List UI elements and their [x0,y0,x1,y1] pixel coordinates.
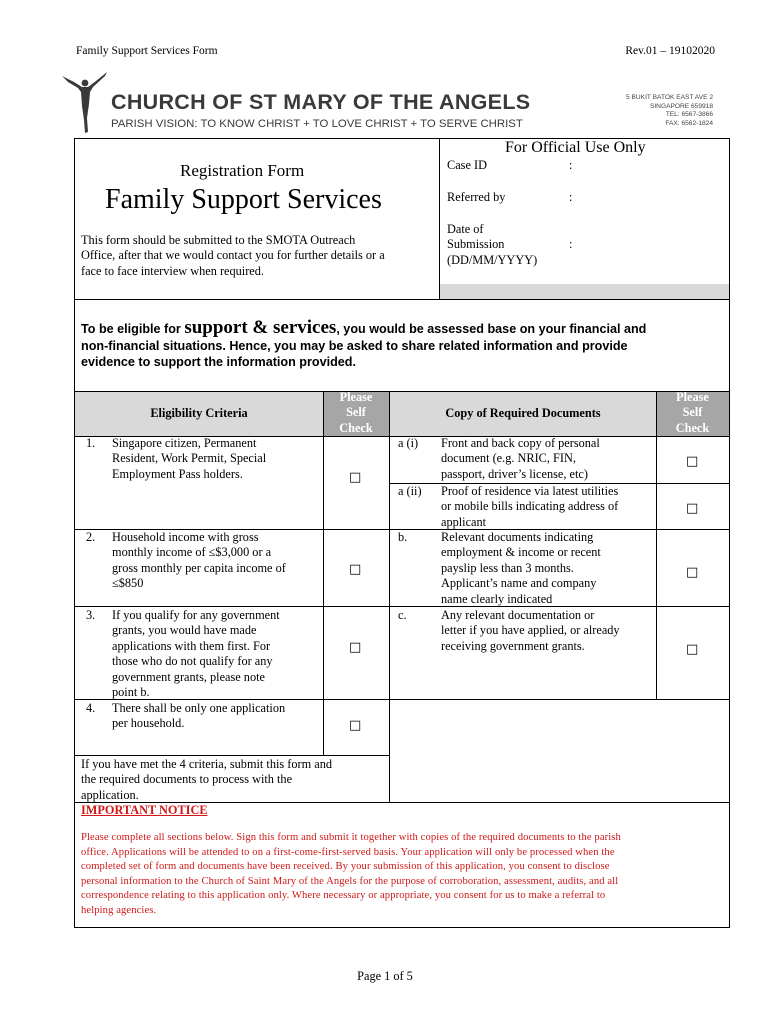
document-line: Front and back copy of personal [441,436,600,450]
instruction-line: This form should be submitted to the SMOTA Outreach [81,233,356,247]
revision-header: Rev.01 – 19102020 [625,45,715,57]
referred-by-label: Referred by [447,190,506,204]
referred-by-field[interactable]: : [569,190,573,204]
documents-column-header: Copy of Required Documents [445,406,601,420]
header-line: Self [682,405,703,420]
document-text [441,484,655,530]
official-use-shade [440,284,729,299]
note-line: If you have met the 4 criteria, submit this form and [81,757,332,771]
header-line: Check [675,420,710,435]
criterion-line: applications with them first. For [112,638,271,653]
document-line: or mobile bills indicating address of [441,499,619,514]
criterion-line: Employment Pass holders. [112,466,243,481]
document-line: passport, driver’s license, etc) [441,466,588,481]
document-text [441,608,655,654]
church-address [626,94,713,128]
document-text [441,530,655,607]
self-check-column-header [656,390,729,436]
crucifix-figure-icon [60,70,110,136]
document-aii-checkbox[interactable]: □ [686,501,699,516]
date-label-line: Submission [447,237,505,252]
case-id-field[interactable]: : [569,158,573,172]
document-line: applicant [441,514,487,529]
document-ref: a (ii) [398,484,422,498]
eligibility-statement [81,319,646,370]
address-line: FAX: 6562-1824 [665,119,713,127]
notice-line: helping agencies. [81,904,157,916]
table-row-line [74,755,390,756]
table-col-line [389,391,390,803]
page-number: Page 1 of 5 [357,969,413,983]
criterion-4-checkbox[interactable]: □ [349,718,362,733]
self-check-column-header [323,390,389,436]
date-label-line: Date of [447,222,484,236]
address-line: 5 BUKIT BATOK EAST AVE 2 [626,94,713,101]
document-line: payslip less than 3 months. [441,560,574,575]
submission-note [81,757,386,803]
criterion-line: Household income with gross [112,530,259,544]
statement-line: non-financial situations. Hence, you may be asked to share related information and provide [81,339,628,353]
criterion-line: ≤$850 [112,576,144,591]
document-line: employment & income or recent [441,545,601,560]
case-id-label: Case ID [447,158,487,172]
form-name-header: Family Support Services Form [76,45,218,57]
document-line: Relevant documents indicating [441,530,594,544]
document-ai-checkbox[interactable]: □ [686,454,699,469]
document-ref: c. [398,608,407,622]
notice-heading: IMPORTANT NOTICE [81,803,208,817]
criteria-column-header: Eligibility Criteria [150,406,248,420]
church-name: CHURCH OF ST MARY OF THE ANGELS [111,90,531,114]
statement-emphasis: support & services [184,317,337,338]
criterion-line: grants, you would have made [112,623,257,638]
document-ref: b. [398,530,408,544]
criterion-line: If you qualify for any government [112,608,280,622]
criterion-line: monthly income of ≤$3,000 or a [112,545,272,560]
registration-form-label: Registration Form [180,161,305,180]
page-title: Family Support Services [105,184,382,215]
criterion-text [112,608,322,700]
table-col-line [323,391,324,755]
criterion-line: Singapore citizen, Permanent [112,436,257,450]
document-line: Proof of residence via latest utilities [441,484,619,498]
document-b-checkbox[interactable]: □ [686,565,699,580]
notice-line: Please complete all sections below. Sign this form and submit it together with copies of the required documents to the parish [81,832,621,843]
criterion-line: There shall be only one application [112,701,286,715]
criterion-line: point b. [112,685,150,700]
notice-line: correspondence relating to this application only. Where necessary or appropriate, you consent for us to make a referral to [81,890,606,902]
official-use-heading: For Official Use Only [505,139,646,156]
notice-line: personal information to the Church of Saint Mary of the Angels for the purpose of corroboration, assessment, audits, and all [81,875,619,887]
document-line: Applicant’s name and company [441,576,597,591]
criterion-number: 1. [86,436,96,450]
statement-line1-rest: , you would be assessed base on your financial and [336,322,647,336]
criterion-text [112,436,322,482]
criterion-1-checkbox[interactable]: □ [349,470,362,485]
document-line: letter if you have applied, or already [441,623,620,638]
criterion-text [112,530,322,592]
header-line: Please [339,390,373,404]
submission-date-label [447,222,537,268]
document-c-checkbox[interactable]: □ [686,642,699,657]
header-line: Check [339,420,373,435]
header-line: Please [676,390,709,404]
document-line: document (e.g. NRIC, FIN, [441,451,576,466]
statement-prefix: To be eligible for [81,322,185,336]
notice-line: completed set of form and documents have been received. By your submission of this application, you consent to disclose [81,861,610,873]
document-line: receiving government grants. [441,638,585,653]
document-line: Any relevant documentation or [441,608,595,622]
criterion-3-checkbox[interactable]: □ [349,640,362,655]
address-line: SINGAPORE 659918 [649,102,713,110]
note-line: the required documents to process with the [81,772,293,787]
notice-line: office. Applications will be attended to on a first-come-first-served basis. Your application will only be processed when the [81,846,615,858]
criterion-number: 3. [86,608,96,622]
instruction-line: face to face interview when required. [81,263,264,278]
header-line: Self [346,405,366,420]
criterion-line: gross monthly per capita income of [112,560,286,575]
statement-line: evidence to support the information provided. [81,355,356,369]
document-text [441,436,655,482]
table-col-line [656,391,657,699]
submission-date-field[interactable]: : [569,237,573,251]
address-line: TEL: 6567-3866 [665,111,713,119]
criterion-number: 4. [86,701,96,715]
official-use-divider [439,138,440,300]
criterion-number: 2. [86,530,96,544]
criterion-line: per household. [112,716,185,731]
document-ref: a (i) [398,436,419,450]
criterion-line: those who do not qualify for any [112,654,273,669]
criterion-text [112,701,322,732]
criterion-line: government grants, please note [112,669,265,684]
document-line: name clearly indicated [441,591,553,606]
parish-vision: PARISH VISION: TO KNOW CHRIST + TO LOVE CHRIST + TO SERVE CHRIST [111,118,523,130]
criterion-line: Resident, Work Permit, Special [112,451,267,466]
criterion-2-checkbox[interactable]: □ [349,562,362,577]
instruction-line: Office, after that we would contact you for further details or a [81,248,385,263]
submission-instructions [81,233,437,279]
note-line: application. [81,787,139,802]
date-label-line: (DD/MM/YYYY) [447,252,538,267]
notice-body [81,831,727,919]
